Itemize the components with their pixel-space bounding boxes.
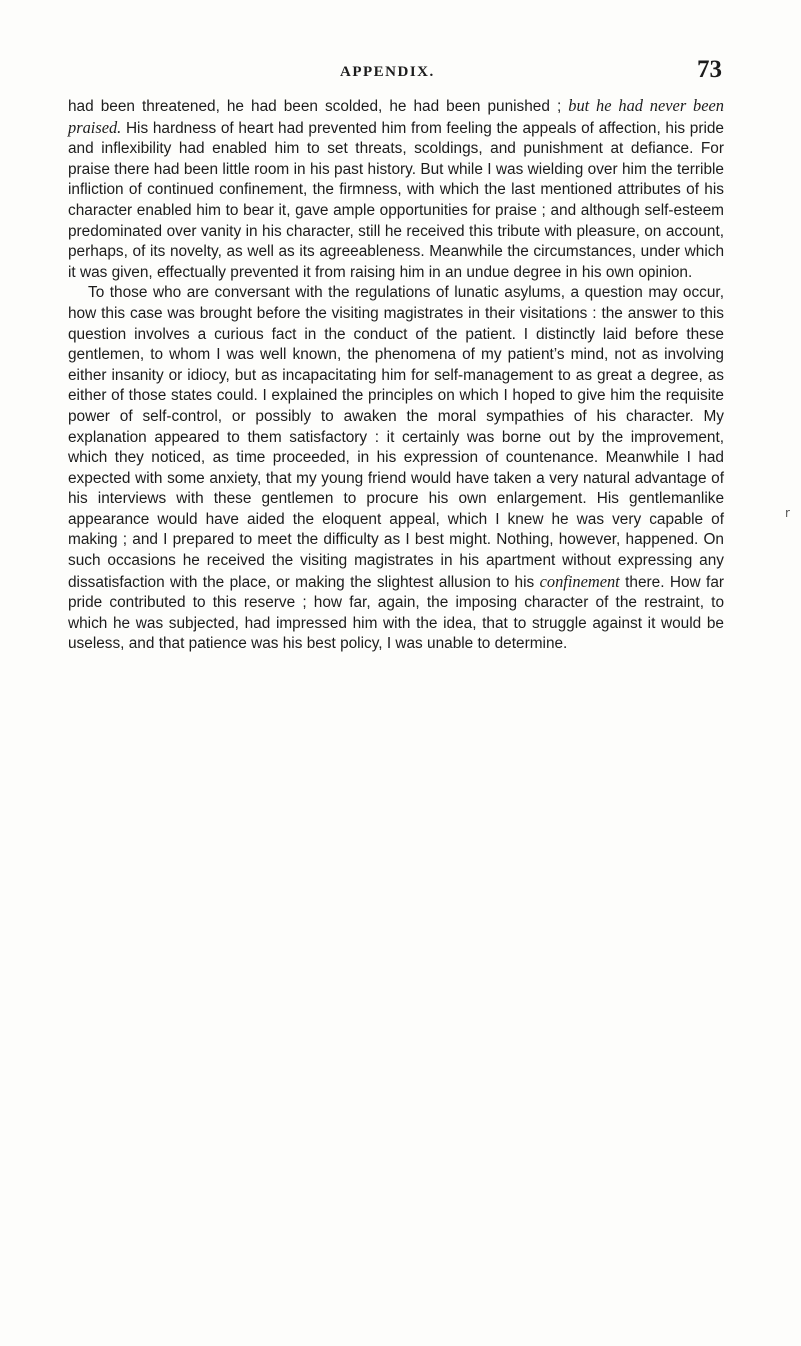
paragraph-2-text-continued: there. How far pride contributed to this reserve ; how far, again, the imposing character of the restraint, to which he was subjected, had impressed him with the idea, that to struggle against it would be useless, and that patience was his best policy, I was unable to determine. (68, 573, 725, 653)
running-head-title: APPENDIX. (340, 64, 435, 80)
paragraph-2-italic-word: confinement (539, 571, 620, 591)
paragraph-1-text-continued: His hardness of heart had prevented him from feeling the appeals of affection, his pride and inflexibility had enabled him to set threats, scoldings, and punishment at defiance. For praise there had been little room in his past history. But while I was wielding over him the terrible infliction of continued confinement, the firmness, with which the last mentioned attributes of his character enabled him to bear it, gave ample opportunities for praise ; and although self-esteem predominated over vanity in his character, still he received this tribute with pleasure, on account, perhaps, of its novelty, as well as its agreeableness. Meanwhile the circumstances, under which it was given, effectually prevented it from raising him in an undue degree in his own opinion. (68, 119, 724, 281)
margin-mark: r (785, 506, 790, 520)
page-number: 73 (697, 56, 722, 83)
paragraph-1 (68, 96, 724, 283)
paragraph-1-italic-phrase: but he had never been praised. (68, 96, 725, 137)
body-text (68, 96, 724, 655)
paragraph-2-text: To those who are conversant with the regulations of lunatic asylums, a question may occur, how this case was brought before the visiting magistrates in their visitations : the answer to this question involves a curious fact in the conduct of the patient. I distinctly laid before these gentlemen, to whom I was well known, the phenomena of my patient’s mind, not as involving either insanity or idiocy, but as incapacitating him for self-management to as great a degree, as either of those states could. I explained the principles on which I hoped to give him the requisite power of self-control, or possibly to awaken the moral sympathies of his character. My explanation appeared to them satisfactory : it certainly was borne out by the improvement, which they noticed, as time proceeded, in his expression of countenance. Meanwhile I had expected with some anxiety, that my young friend would have taken a very natural advantage of his interviews with these gentlemen to procure his own enlargement. His gentlemanlike appearance would have aided the eloquent appeal, which I knew he was very capable of making ; and I prepared to meet the difficulty as I best might. Nothing, however, happened. On such occasions he received the visiting magistrates in his apartment without expressing any dissatisfaction with the place, or making the slightest allusion to his (68, 284, 724, 591)
paragraph-2 (68, 283, 724, 655)
paragraph-1-text: had been threatened, he had been scolded, he had been punished ; (68, 98, 569, 115)
running-head (0, 56, 801, 88)
